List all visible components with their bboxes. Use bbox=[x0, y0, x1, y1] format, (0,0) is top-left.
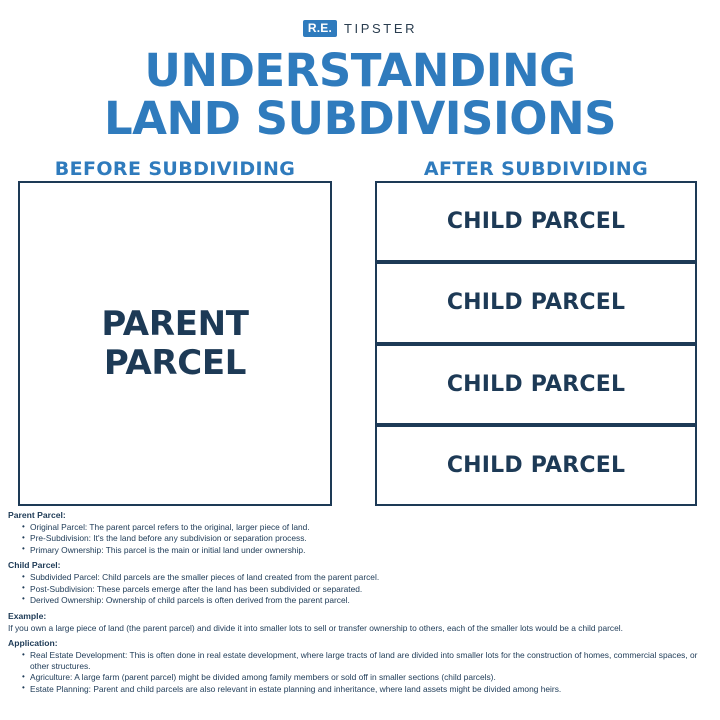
note-group-parent-parcel bbox=[8, 510, 714, 555]
note-heading-example: Example: bbox=[8, 610, 47, 621]
page-title-line-2: LAND SUBDIVISIONS bbox=[103, 91, 617, 145]
child-parcel-label: CHILD PARCEL bbox=[446, 452, 626, 478]
brand-wordmark: TIPSTER bbox=[344, 20, 418, 36]
parent-parcel-box bbox=[18, 181, 332, 506]
parent-parcel-label-line-1: PARENT bbox=[101, 304, 249, 345]
page-title-line-1: UNDERSTANDING bbox=[144, 44, 576, 97]
note-list-child-parcel bbox=[8, 572, 714, 605]
child-parcel-box bbox=[375, 181, 697, 262]
child-parcel-label: CHILD PARCEL bbox=[446, 371, 626, 397]
note-text-example: If you own a large piece of land (the parent parcel) and divide it into smaller lots to sell or transfer ownership to others, each of the smaller lots would be a child parcel. bbox=[8, 622, 623, 633]
list-item: • Subdivided Parcel: Child parcels are the smaller pieces of land created from the parent parcel. bbox=[22, 572, 714, 583]
column-headings bbox=[0, 158, 720, 180]
note-group-example bbox=[8, 611, 714, 634]
child-parcel-box bbox=[375, 262, 697, 343]
note-heading-parent-parcel: Parent Parcel: bbox=[8, 510, 66, 520]
after-subdividing-heading: AFTER SUBDIVIDING bbox=[423, 158, 649, 180]
subdivision-diagram bbox=[0, 181, 720, 506]
child-parcel-box bbox=[375, 425, 697, 506]
before-subdividing-heading: BEFORE SUBDIVIDING bbox=[54, 158, 296, 180]
list-item: • Original Parcel: The parent parcel refers to the original, larger piece of land. bbox=[22, 522, 714, 533]
list-item: • Primary Ownership: This parcel is the main or initial land under ownership. bbox=[22, 545, 714, 556]
note-group-application bbox=[8, 638, 714, 694]
parent-parcel-label-line-2: PARCEL bbox=[103, 342, 247, 383]
brand-logo bbox=[0, 0, 720, 39]
list-item: • Post-Subdivision: These parcels emerge after the land has been subdivided or separated. bbox=[22, 584, 714, 595]
child-parcel-stack bbox=[375, 181, 697, 506]
brand-mark: R.E. bbox=[303, 20, 337, 37]
page-title bbox=[0, 44, 720, 145]
note-group-child-parcel bbox=[8, 560, 714, 605]
child-parcel-label: CHILD PARCEL bbox=[446, 290, 626, 316]
child-parcel-box bbox=[375, 344, 697, 425]
notes-section bbox=[8, 510, 714, 699]
note-list-application bbox=[8, 650, 714, 694]
list-item: • Real Estate Development: This is often done in real estate development, where large tracts of land are divided into smaller lots for the construction of homes, commercial spaces, or other structures. bbox=[22, 650, 714, 672]
list-item: • Agriculture: A large farm (parent parcel) might be divided among family members or sold off in smaller sections (child parcels). bbox=[22, 672, 714, 683]
list-item: • Estate Planning: Parent and child parcels are also relevant in estate planning and inheritance, where land assets might be divided among heirs. bbox=[22, 684, 714, 695]
note-heading-application: Application: bbox=[8, 638, 58, 649]
list-item: • Derived Ownership: Ownership of child parcels is often derived from the parent parcel. bbox=[22, 595, 714, 606]
note-heading-child-parcel: Child Parcel: bbox=[8, 560, 61, 571]
parent-parcel-label bbox=[101, 305, 248, 381]
list-item: • Pre-Subdivision: It's the land before any subdivision or separation process. bbox=[22, 533, 714, 544]
note-list-parent-parcel bbox=[8, 522, 714, 555]
child-parcel-label: CHILD PARCEL bbox=[446, 209, 626, 235]
